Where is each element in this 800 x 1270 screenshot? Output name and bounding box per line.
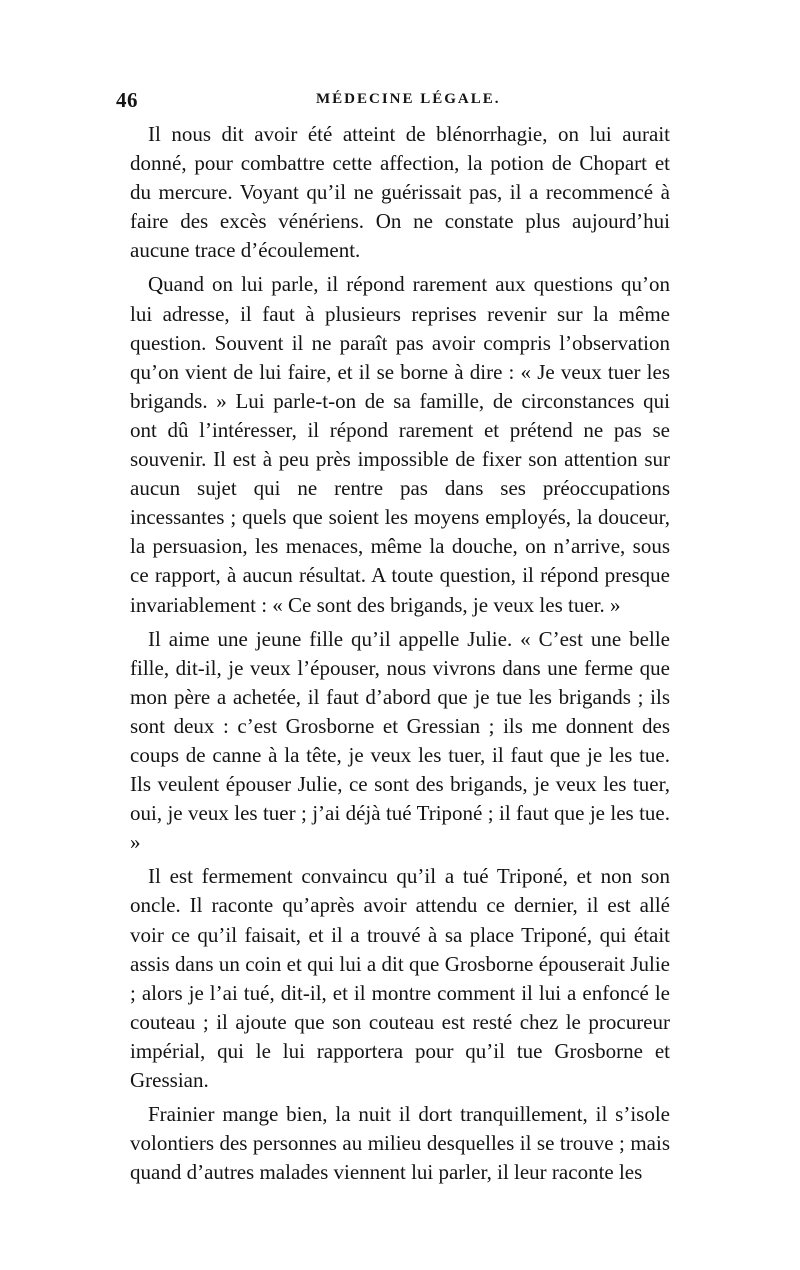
paragraph: Il aime une jeune fille qu’il appelle Julie. « C’est une belle fille, dit-il, je veux l’épouser, nous vivrons dans une ferme que mon père a achetée, il faut d’abord que je tue les brigands ; ils sont deux : c’est Grosborne et Gressian ; ils me donnent des coups de canne à la tête, je veux les tuer, il faut que je les tue. Ils veulent épouser Julie, ce sont des brigands, je veux les tuer, oui, je veux les tuer ; j’ai déjà tué Triponé ; il faut que je les tue. » [130,626,670,855]
running-head [116,88,676,116]
paragraph: Il nous dit avoir été atteint de blénorrhagie, on lui aurait donné, pour combattre cette affection, la potion de Chopart et du mercure. Voyant qu’il ne guérissait pas, il a recommencé à faire des excès vénériens. On ne constate plus aujourd’hui aucune trace d’écoulement. [130,122,670,263]
paragraph: Quand on lui parle, il répond rarement aux questions qu’on lui adresse, il faut à plusieurs reprises revenir sur la même question. Souvent il ne paraît pas avoir compris l’observation qu’on vient de lui faire, et il se borne à dire : « Je veux tuer les brigands. » Lui parle-t-on de sa famille, de circonstances qui ont dû l’intéresser, il répond rarement et prétend ne pas se souvenir. Il est à peu près impossible de fixer son attention sur aucun sujet qui ne rentre pas dans ses préoccupations incessantes ; quels que soient les moyens employés, la douceur, la persuasion, les menaces, même la douche, on n’arrive, sous ce rapport, à aucun résultat. A toute question, il répond presque invariablement : « Ce sont des brigands, je veux les tuer. » [130,272,670,617]
page-number: 46 [116,88,138,112]
paragraph: Il est fermement convaincu qu’il a tué Triponé, et non son oncle. Il raconte qu’après avoir attendu ce dernier, il est allé voir ce qu’il faisait, et il a trouvé à sa place Triponé, qui était assis dans un coin et qui lui a dit que Grosborne épouserait Julie ; alors je l’ai tué, dit-il, et il montre comment il lui a enfoncé le couteau ; il ajoute que son couteau est resté chez le procureur impérial, qui le lui rapportera pour qu’il tue Grosborne et Gressian. [130,864,670,1092]
running-title: MÉDECINE LÉGALE. [316,91,501,107]
paragraph: Frainier mange bien, la nuit il dort tranquillement, il s’isole volontiers des personnes au milieu desquelles il se trouve ; mais quand d’autres malades viennent lui parler, il leur raconte les [130,1102,670,1185]
body-text [130,120,670,1192]
